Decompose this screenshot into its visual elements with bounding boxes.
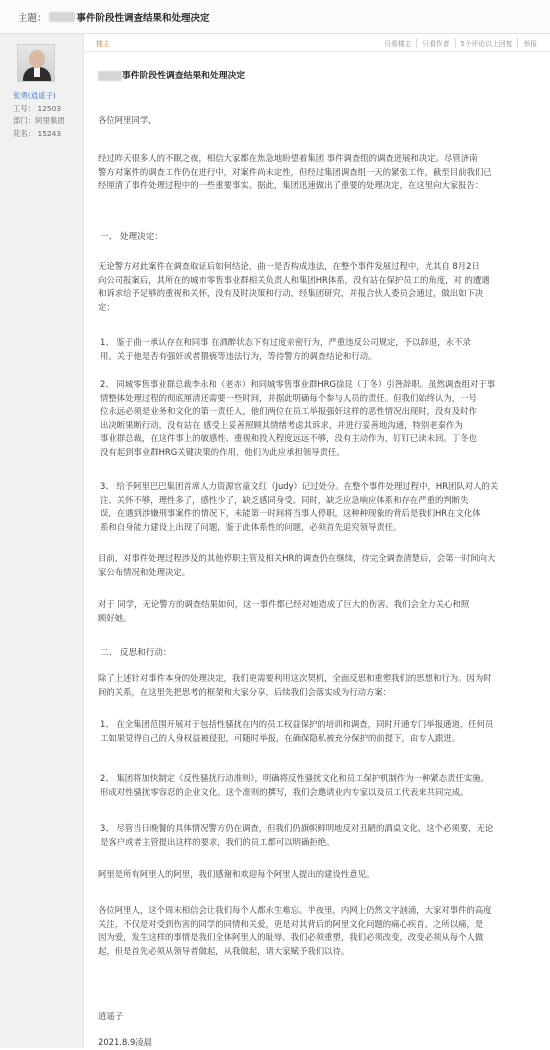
pending-paragraph: 目前，对事件处理过程涉及的其他停职主管及相关HR的调查仍在继续，待完全调查清楚后，会第一时间向大 家公布情况和处理决定。 [98, 553, 496, 577]
section2-intro: 除了上述针对事件本身的处理决定，我们更需要利用这次契机，全面反思和重塑我们的思想和行为。因为时 间的关系，在这里先把思考的框架和大家分享，后续我们会落实成为行动方案： [98, 673, 492, 697]
post-content [84, 34, 550, 1048]
action-item-3: 3、 尽管当日晚餐的具体情况警方仍在调查，但我们仍旗帜鲜明地反对丑陋的酒桌文化，这个必须要，无论 是客户或者主管提出这样的要求，我们的员工都可以明确拒绝。 [100, 823, 494, 847]
redacted-text [98, 71, 122, 81]
signature: 逍遥子 [98, 1011, 124, 1021]
decision-item-1: 1、 鉴于曲一承认存在和同事 在酒醉状态下有过度亲密行为，严重违反公司规定，予以辞退，永不录 用。关于他是否有强奸或者猥亵等违法行为，等待警方的调查结论和行动。 [100, 337, 471, 361]
section1-intro: 无论警方对此案件在调查取证后如何结论，曲一是否构成违法，在整个事件发展过程中，尤其自 8月2日 向公司报案后，其所在的城市零售事业群相关负责人和集团HR体系，没有站在保护员工的角度，对 的遭遇 和诉求给予足够的重视和关怀，没有及时决策和行动，经集团研究，并报合伙人委员会通过，做出如下决 定： [98, 261, 490, 312]
author-meta [13, 90, 65, 140]
subject-title: 事件阶段性调查结果和处理决定 [76, 12, 210, 24]
author-employee-id: 工号： 12503 [13, 103, 62, 113]
toolbar-actions [379, 38, 542, 48]
section2-heading: 二、 反思和行动： [100, 648, 172, 658]
post-date: 2021.8.9凌晨 [98, 1037, 153, 1047]
action-report[interactable]: 举报 [517, 38, 542, 48]
author-sidebar [0, 34, 84, 1048]
person-avatar[interactable] [17, 44, 55, 82]
action-only-author[interactable]: 只看作者 [416, 38, 454, 48]
care-paragraph: 对于 同学，无论警方的调查结果如何，这一事件都已经对她造成了巨大的伤害。我们会全力关心和照 顾好她。 [98, 599, 470, 623]
floor-label: 楼主 [96, 40, 110, 48]
intro-paragraph: 经过昨天很多人的不眠之夜，相信大家都在焦急地盼望着集团 事件调查组的调查进展和决定。尽管济南 警方对案件的调查工作仍在进行中，对案件尚未定性，但经过集团调查组一天的紧张工作，截至目前我们已 经厘清了事件处理过程中的一些重要事实。据此，集团迅速做出了重要的处理决定，在这里向大家报告： [98, 153, 492, 190]
author-department: 部门：阿里集团 [13, 116, 65, 125]
section1-heading: 一、 处理决定： [100, 232, 163, 242]
post-title: 事件阶段性调查结果和处理决定 [98, 68, 245, 81]
action-filter-replies[interactable]: 5个评论以上回复 [455, 38, 518, 48]
action-item-1: 1、 在全集团范围开展对于包括性骚扰在内的员工权益保护的培训和调查，同时开通专门举报通道，任何员 工如果觉得自己的人身权益被侵犯，可随时举报，在确保隐私被充分保护的前提下，由专人跟进。 [100, 719, 494, 743]
belong-paragraph: 阿里是所有阿里人的阿里，我们感谢和欢迎每个阿里人提出的建设性意见。 [98, 869, 375, 879]
action-item-2: 2、 集团将加快制定《反性骚扰行动准则》，明确将反性骚扰文化和员工保护机制作为一种紧态责任实施。 形成对性骚扰零容忍的企业文化。这个准则的撰写，我们会邀请业内专家以及员工代表来共同完成。 [100, 773, 490, 797]
subject-label: 主题： [18, 12, 47, 24]
author-points: 花名： 15243 [13, 128, 62, 138]
redacted-text [49, 12, 75, 22]
closing-paragraph: 各位阿里人，这个周末相信会让我们每个人都永生难忘。半夜里，内网上仍然文字汹涌，大家对事件的高度 关注，不仅是对受到伤害的同学的同情和关爱，更是对其背后的阿里文化问题的痛心疾首。之所以痛，是 因为爱，发生这样的事情是我们全体阿里人的耻辱。我们必须重塑，我们必须改变，改变必须从每个人做 起，但是首先必须从领导者做起，从我做起，请大家赋予我们以待。 [98, 905, 492, 956]
action-only-op[interactable]: 只看楼主 [384, 40, 412, 48]
subject-bar [0, 0, 550, 34]
author-name[interactable]: 张勇(逍遥子) [13, 91, 56, 100]
post-toolbar [84, 34, 550, 52]
decision-item-2: 2、 同城零售事业群总裁李永和（老赤）和同城零售事业群HRG徐昆（丁冬）引咎辞职。虽然调查组对于事 情整体处理过程的彻底厘清还需要一些时间，并据此明确每个参与人员的责任。但我们始终认为，一号 位永远必须是业务和文化的第一责任人，他们两位在员工举报强奸这样的恶性情况出现时，没有及时作 出决断果断行动，没有站在 感受上妥善照顾其情绪考虑其诉求，并进行妥善地沟通，特别老秦作为 事业群总裁，在这件事上的敏感性、重视和投入程度远远不够，没有主动作为，钉钉已读未回。丁冬也 没有起到事业群HRG关键决策的作用，他们为此应承担领导责任。 [100, 379, 496, 457]
decision-item-3: 3、 给予阿里巴巴集团首席人力资源官童文红（Judy）记过处分。在整个事件处理过程中，HR团队对人的关 注、关怀不够，理性多了，感性少了，缺乏感同身受。同时，缺乏应急响应体系和存在严重的判断失 误，在遇到涉嫌刑事案件的情况下，未能第一时间将当事人停职。这种种现象的背后是我们HR在文化体 系和自身能力建设上出现了问题，鉴于此体系性的问题，必须首先追究领导责任。 [100, 481, 499, 532]
greeting: 各位阿里同学, [98, 115, 151, 125]
